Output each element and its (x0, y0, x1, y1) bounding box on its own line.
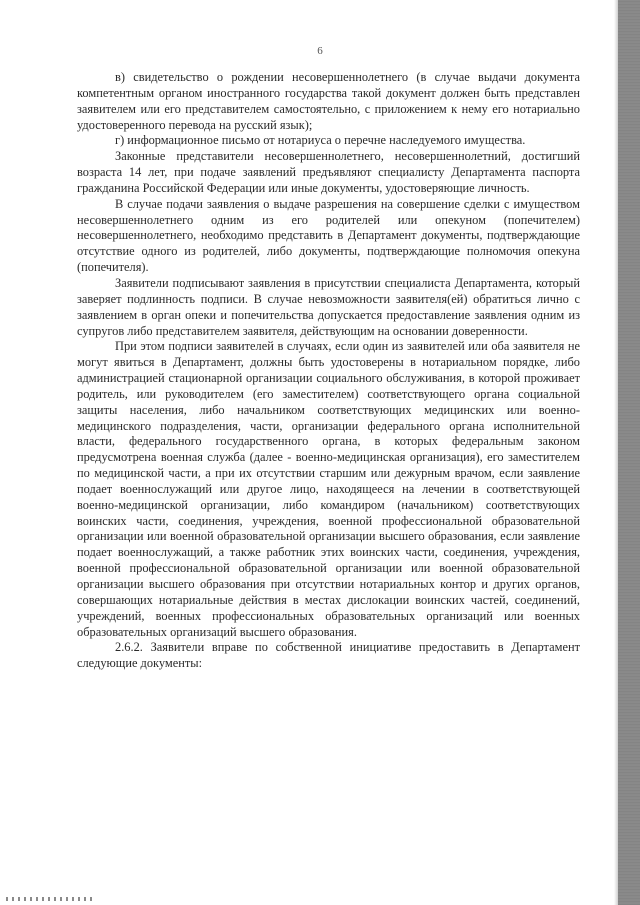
page-number: 6 (317, 45, 323, 57)
scan-artifact (6, 897, 96, 901)
paragraph-signatures: Заявители подписывают заявления в присутствии специалиста Департамента, который заверяет подлинность подписи. В случае невозможности заявителя(ей) обратиться лично с заявлением в орган опеки и попечительства допускается предоставление заявления одним из супругов либо представителем заявителя, действующим на основании доверенности. (77, 275, 580, 338)
paragraph-legal-representatives: Законные представители несовершеннолетнего, несовершеннолетний, достигший возраста 14 лет, при подаче заявлений предъявляют специалисту Департамента паспорта гражданина Российской Федерации или иные документы, удостоверяющие личность. (77, 149, 580, 195)
paragraph-signature-certification: При этом подписи заявителей в случаях, если один из заявителей или оба заявителя не могут явиться в Департамент, должны быть удостоверены в нотариальном порядке, либо администрацией стационарной организации социального обслуживания, в которой проживает родитель, или руководителем (его заместителем) соответствующего органа социальной защиты населения, либо начальником соответствующих медицинских или военно-медицинского подразделения, части, организации федерального органа исполнительной власти, федерального государственного органа, в которых федеральным законом предусмотрена военная служба (далее - военно-медицинская организация), его заместителем по медицинской части, а при их отсутствии старшим или дежурным врачом, если заявление подает военнослужащий или другое лицо, находящееся на лечении в соответствующей военно-медицинской организации, либо командиром (начальником) соответствующих воинских части, соединения, учреждения, военной профессиональной образовательной организации или военной образовательной организации высшего образования, если заявление подает военнослужащий, а также работник этих воинских части, соединения, учреждения, военной профессиональной образовательной организации или военной образовательной организации высшего образования при отсутствии нотариальных контор и других органов, совершающих нотариальные действия в местах дислокации воинских частей, соединений, учреждений, военных профессиональных образовательных организаций или военных образовательных организаций высшего образования. (77, 339, 580, 639)
paragraph-birth-certificate: в) свидетельство о рождении несовершеннолетнего (в случае выдачи документа компетентным органом иностранного государства такой документ должен быть представлен заявителем или его представителем самостоятельно, с приложением к нему его нотариально удостоверенного перевода на русский язык); (77, 70, 580, 132)
paragraph-notary-letter: г) информационное письмо от нотариуса о перечне наследуемого имущества. (115, 133, 526, 148)
scan-border (618, 0, 640, 905)
document-body (77, 70, 580, 672)
paragraph-one-parent-application: В случае подачи заявления о выдаче разрешения на совершение сделки с имуществом несовершеннолетнего одним из его родителей или опекуном (попечителем) несовершеннолетнего, необходимо представить в Департамент документы, подтверждающие отсутствие одного из родителей, либо документы, подтверждающие полномочия опекуна (попечителя). (77, 196, 580, 275)
paragraph-section-2-6-2: 2.6.2. Заявители вправе по собственной инициативе предоставить в Департамент следующие документы: (77, 640, 580, 671)
